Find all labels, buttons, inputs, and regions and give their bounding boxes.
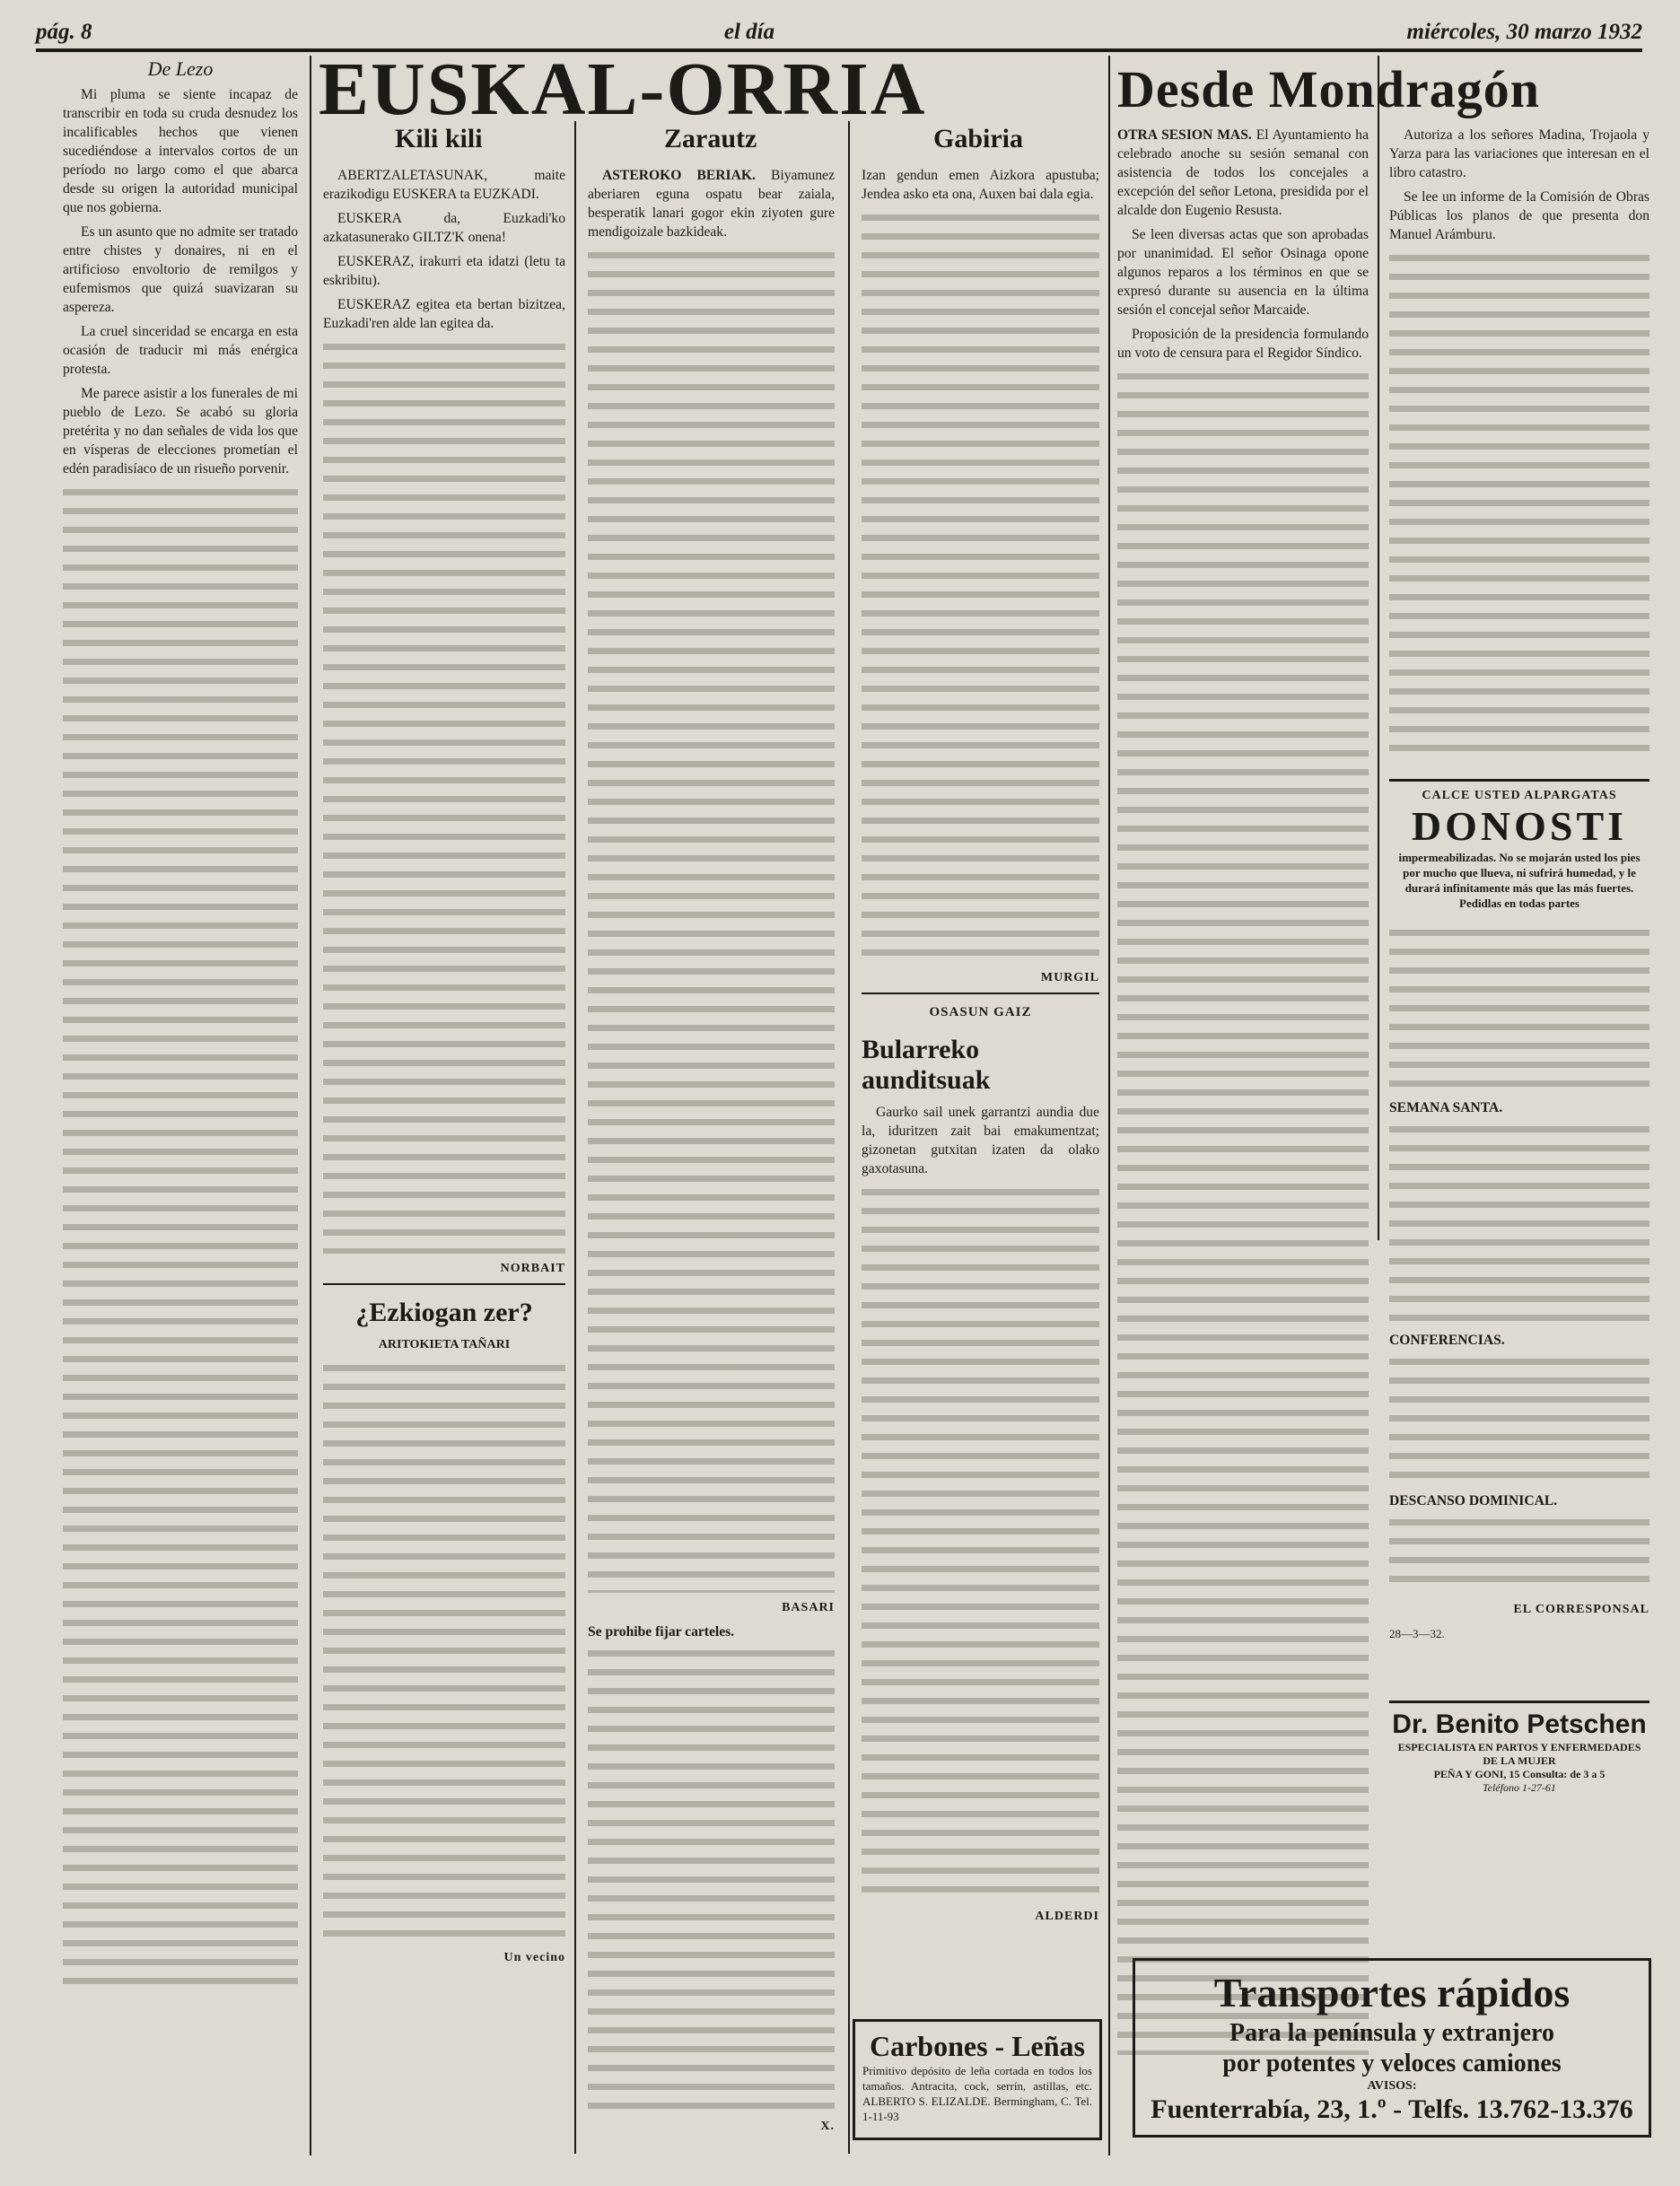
section-lead: OTRA SESION MAS. bbox=[1117, 127, 1252, 143]
ad-subtitle: Para la península y extranjero bbox=[1229, 2019, 1554, 2047]
subhead-gabiria: Gabiria bbox=[933, 124, 1024, 153]
page-number: pág. 8 bbox=[36, 20, 92, 44]
body-text-block bbox=[323, 1360, 565, 1943]
paragraph: Me parece asistir a los funerales de mi pueblo de Lezo. Se acabó su gloria pretérita y no dan señales de vida los que en vísperas de elecciones prometían el edén paradisíaco de un risueño porvenir. bbox=[63, 386, 298, 477]
mondragon-title: Desde Mondragón bbox=[1117, 60, 1540, 118]
body-text-block bbox=[63, 484, 298, 1991]
signature: X. bbox=[820, 2120, 835, 2133]
paragraph: Gaurko sail unek garrantzi aundia due la, iduritzen zait bai emakumentzat; gizonetan gutxitan izaten da olako gaxotasuna. bbox=[862, 1105, 1099, 1176]
section-lead: SEMANA SANTA. bbox=[1389, 1100, 1503, 1115]
body-text-block bbox=[588, 1645, 835, 2112]
paragraph: EUSKERAZ egitea eta bertan bizitzea, Euzkadi'ren alde lan egitea da. bbox=[323, 297, 565, 331]
column-divider bbox=[848, 121, 850, 2154]
ad-donosti bbox=[1389, 779, 1649, 914]
ad-carbones bbox=[853, 2019, 1102, 2140]
divider bbox=[862, 992, 1099, 994]
paragraph: Se lee un informe de la Comisión de Obras Públicas los planos de que presenta don Manuel Arámburu. bbox=[1389, 189, 1649, 242]
divider bbox=[1389, 1701, 1649, 1703]
euskal-orria-title: EUSKAL-ORRIA bbox=[319, 48, 927, 131]
ad-text: impermeabilizadas. No se mojarán usted los pies por mucho que llueva, ni sufrirá humedad, y le durará infinitamente más que las más fuertes. Pedidlas en todas partes bbox=[1398, 851, 1641, 910]
body-text-block bbox=[1117, 368, 1369, 2055]
paragraph: La cruel sinceridad se encarga en esta ocasión de traducir mi más enérgica protesta. bbox=[63, 324, 298, 377]
body-text-block bbox=[862, 1184, 1099, 1902]
ad-text: ESPECIALISTA EN PARTOS Y ENFERMEDADES DE LA MUJER bbox=[1397, 1741, 1641, 1767]
section-lead: CONFERENCIAS. bbox=[1389, 1333, 1505, 1348]
paragraph-text: Biyamunez aberiaren eguna ospatu bear zaiala, besperatik lanari gogor ekin ziyoten gure mendigoizale bazkideak. bbox=[588, 168, 835, 240]
paragraph: Proposición de la presidencia formulando un voto de censura para el Regidor Síndico. bbox=[1117, 327, 1369, 361]
paragraph: Es un asunto que no admite ser tratado entre chistes y donaires, ni en el artificioso envoltorio de remilgos y eufemismos que quizá suavizaran su aspereza. bbox=[63, 224, 298, 315]
paragraph: EUSKERA da, Euzkadi'ko azkatasunerako GILTZ'K onena! bbox=[323, 211, 565, 245]
body-text-block bbox=[1389, 249, 1649, 752]
paragraph: Se leen diversas actas que son aprobadas por unanimidad. El señor Osinaga opone algunos reparos a los términos en que se expresó durante su ausencia en la última sesión el concejal señor Marcaide. bbox=[1117, 227, 1369, 318]
verse: Izan gendun emen Aizkora apustuba; Jendea asko eta ona, Auxen bai dala egia. bbox=[862, 168, 1099, 202]
body-text-block bbox=[1389, 1121, 1649, 1327]
article-mondragon-left bbox=[1117, 126, 1369, 2127]
ad-text: Primitivo depósito de leña cortada en todos los tamaños. Antracita, cock, serrín, astillas, etc. ALBERTO S. ELIZALDE. Bermingham, C. Tel. 1-11-93 bbox=[862, 2064, 1092, 2123]
section-lead: DESCANSO DOMINICAL. bbox=[1389, 1493, 1558, 1508]
section-lead: ASTEROKO BERIAK. bbox=[602, 168, 756, 183]
article-gabiria bbox=[862, 166, 1099, 2140]
article-mondragon-right bbox=[1389, 126, 1649, 772]
paper-name: el día bbox=[723, 20, 775, 44]
subhead-zarautz: Zarautz bbox=[664, 124, 757, 153]
body-text-block bbox=[862, 209, 1099, 963]
ezkiogan-subtitle: ARITOKIETA TAÑARI bbox=[378, 1338, 511, 1351]
column-divider bbox=[1108, 56, 1110, 2155]
article-zarautz bbox=[588, 166, 835, 2140]
ad-title: Dr. Benito Petschen bbox=[1392, 1709, 1647, 1739]
signature: MURGIL bbox=[1040, 971, 1099, 984]
body-text-block bbox=[323, 338, 565, 1254]
paragraph bbox=[588, 166, 835, 241]
ad-phone: Teléfono 1-27-61 bbox=[1483, 1781, 1556, 1794]
ad-subtitle: por potentes y veloces camiones bbox=[1222, 2050, 1562, 2077]
osasun-heading: OSASUN GAIZ bbox=[929, 1005, 1032, 1019]
signature: NORBAIT bbox=[500, 1262, 565, 1275]
column-divider bbox=[574, 121, 576, 2154]
paragraph: Mi pluma se siente incapaz de transcribir en toda su cruda desnudez los incalificables hechos que vienen sucediéndose a intervalos cortos de un período no largo como el que abarca desde su origen la autoridad municipal que nos gobierna. bbox=[63, 87, 298, 215]
paragraph bbox=[1117, 126, 1369, 220]
ad-address: PEÑA Y GONI, 15 Consulta: de 3 a 5 bbox=[1433, 1768, 1606, 1780]
ad-subtitle: CALCE USTED ALPARGATAS bbox=[1422, 789, 1617, 802]
column-divider bbox=[1378, 56, 1379, 1240]
signature: EL CORRESPONSAL bbox=[1513, 1603, 1649, 1616]
notice-heading: Se prohibe fijar carteles. bbox=[588, 1624, 735, 1640]
body-text-block bbox=[588, 247, 835, 1593]
issue-date: miércoles, 30 marzo 1932 bbox=[1406, 20, 1642, 44]
body-text-block bbox=[1389, 924, 1649, 1095]
signature: Un vecino bbox=[503, 1951, 565, 1964]
ad-title: Transportes rápidos bbox=[1213, 1970, 1571, 2015]
ad-transportes bbox=[1133, 1958, 1651, 2138]
ezkiogan-title: ¿Ezkiogan zer? bbox=[355, 1298, 533, 1327]
signature: BASARI bbox=[782, 1601, 835, 1614]
subhead-kili-kili: Kili kili bbox=[395, 124, 483, 153]
body-text-block bbox=[1389, 1514, 1649, 1595]
bulareko-title: Bularreko aunditsuak bbox=[862, 1035, 991, 1095]
masthead bbox=[36, 16, 1642, 52]
article-heading: De Lezo bbox=[147, 57, 214, 80]
paragraph-text: El Ayuntamiento ha celebrado anoche su sesión semanal con asistencia de todos los concejales a excepción del señor Letona, presidida por el alcalde don Eugenio Resusta. bbox=[1117, 127, 1369, 218]
column-divider bbox=[310, 56, 311, 2155]
paragraph: ABERTZALETASUNAK, maite erazikodigu EUSKERA ta EUZKADI. bbox=[323, 168, 565, 202]
ad-address: Fuenterrabía, 23, 1.º - Telfs. 13.762-13.376 bbox=[1151, 2094, 1633, 2124]
body-text-block bbox=[1389, 1353, 1649, 1488]
dateline: 28—3—32. bbox=[1389, 1627, 1445, 1640]
divider bbox=[1389, 779, 1649, 782]
ad-title: DONOSTI bbox=[1411, 803, 1628, 849]
paragraph: EUSKERAZ, irakurri eta idatzi (letu ta eskribitu). bbox=[323, 254, 565, 288]
article-kili-kili bbox=[323, 166, 565, 2140]
divider bbox=[323, 1283, 565, 1285]
signature: ALDERDI bbox=[1035, 1910, 1099, 1923]
article-de-lezo bbox=[63, 56, 298, 2147]
ad-label: AVISOS: bbox=[1367, 2079, 1417, 2093]
article-mondragon-continued bbox=[1389, 924, 1649, 1692]
ad-title: Carbones - Leñas bbox=[869, 2030, 1085, 2062]
paragraph: Autoriza a los señores Madina, Trojaola y Yarza para las variaciones que interesan en el libro catastro. bbox=[1389, 127, 1649, 180]
ad-doctor bbox=[1389, 1701, 1649, 1813]
